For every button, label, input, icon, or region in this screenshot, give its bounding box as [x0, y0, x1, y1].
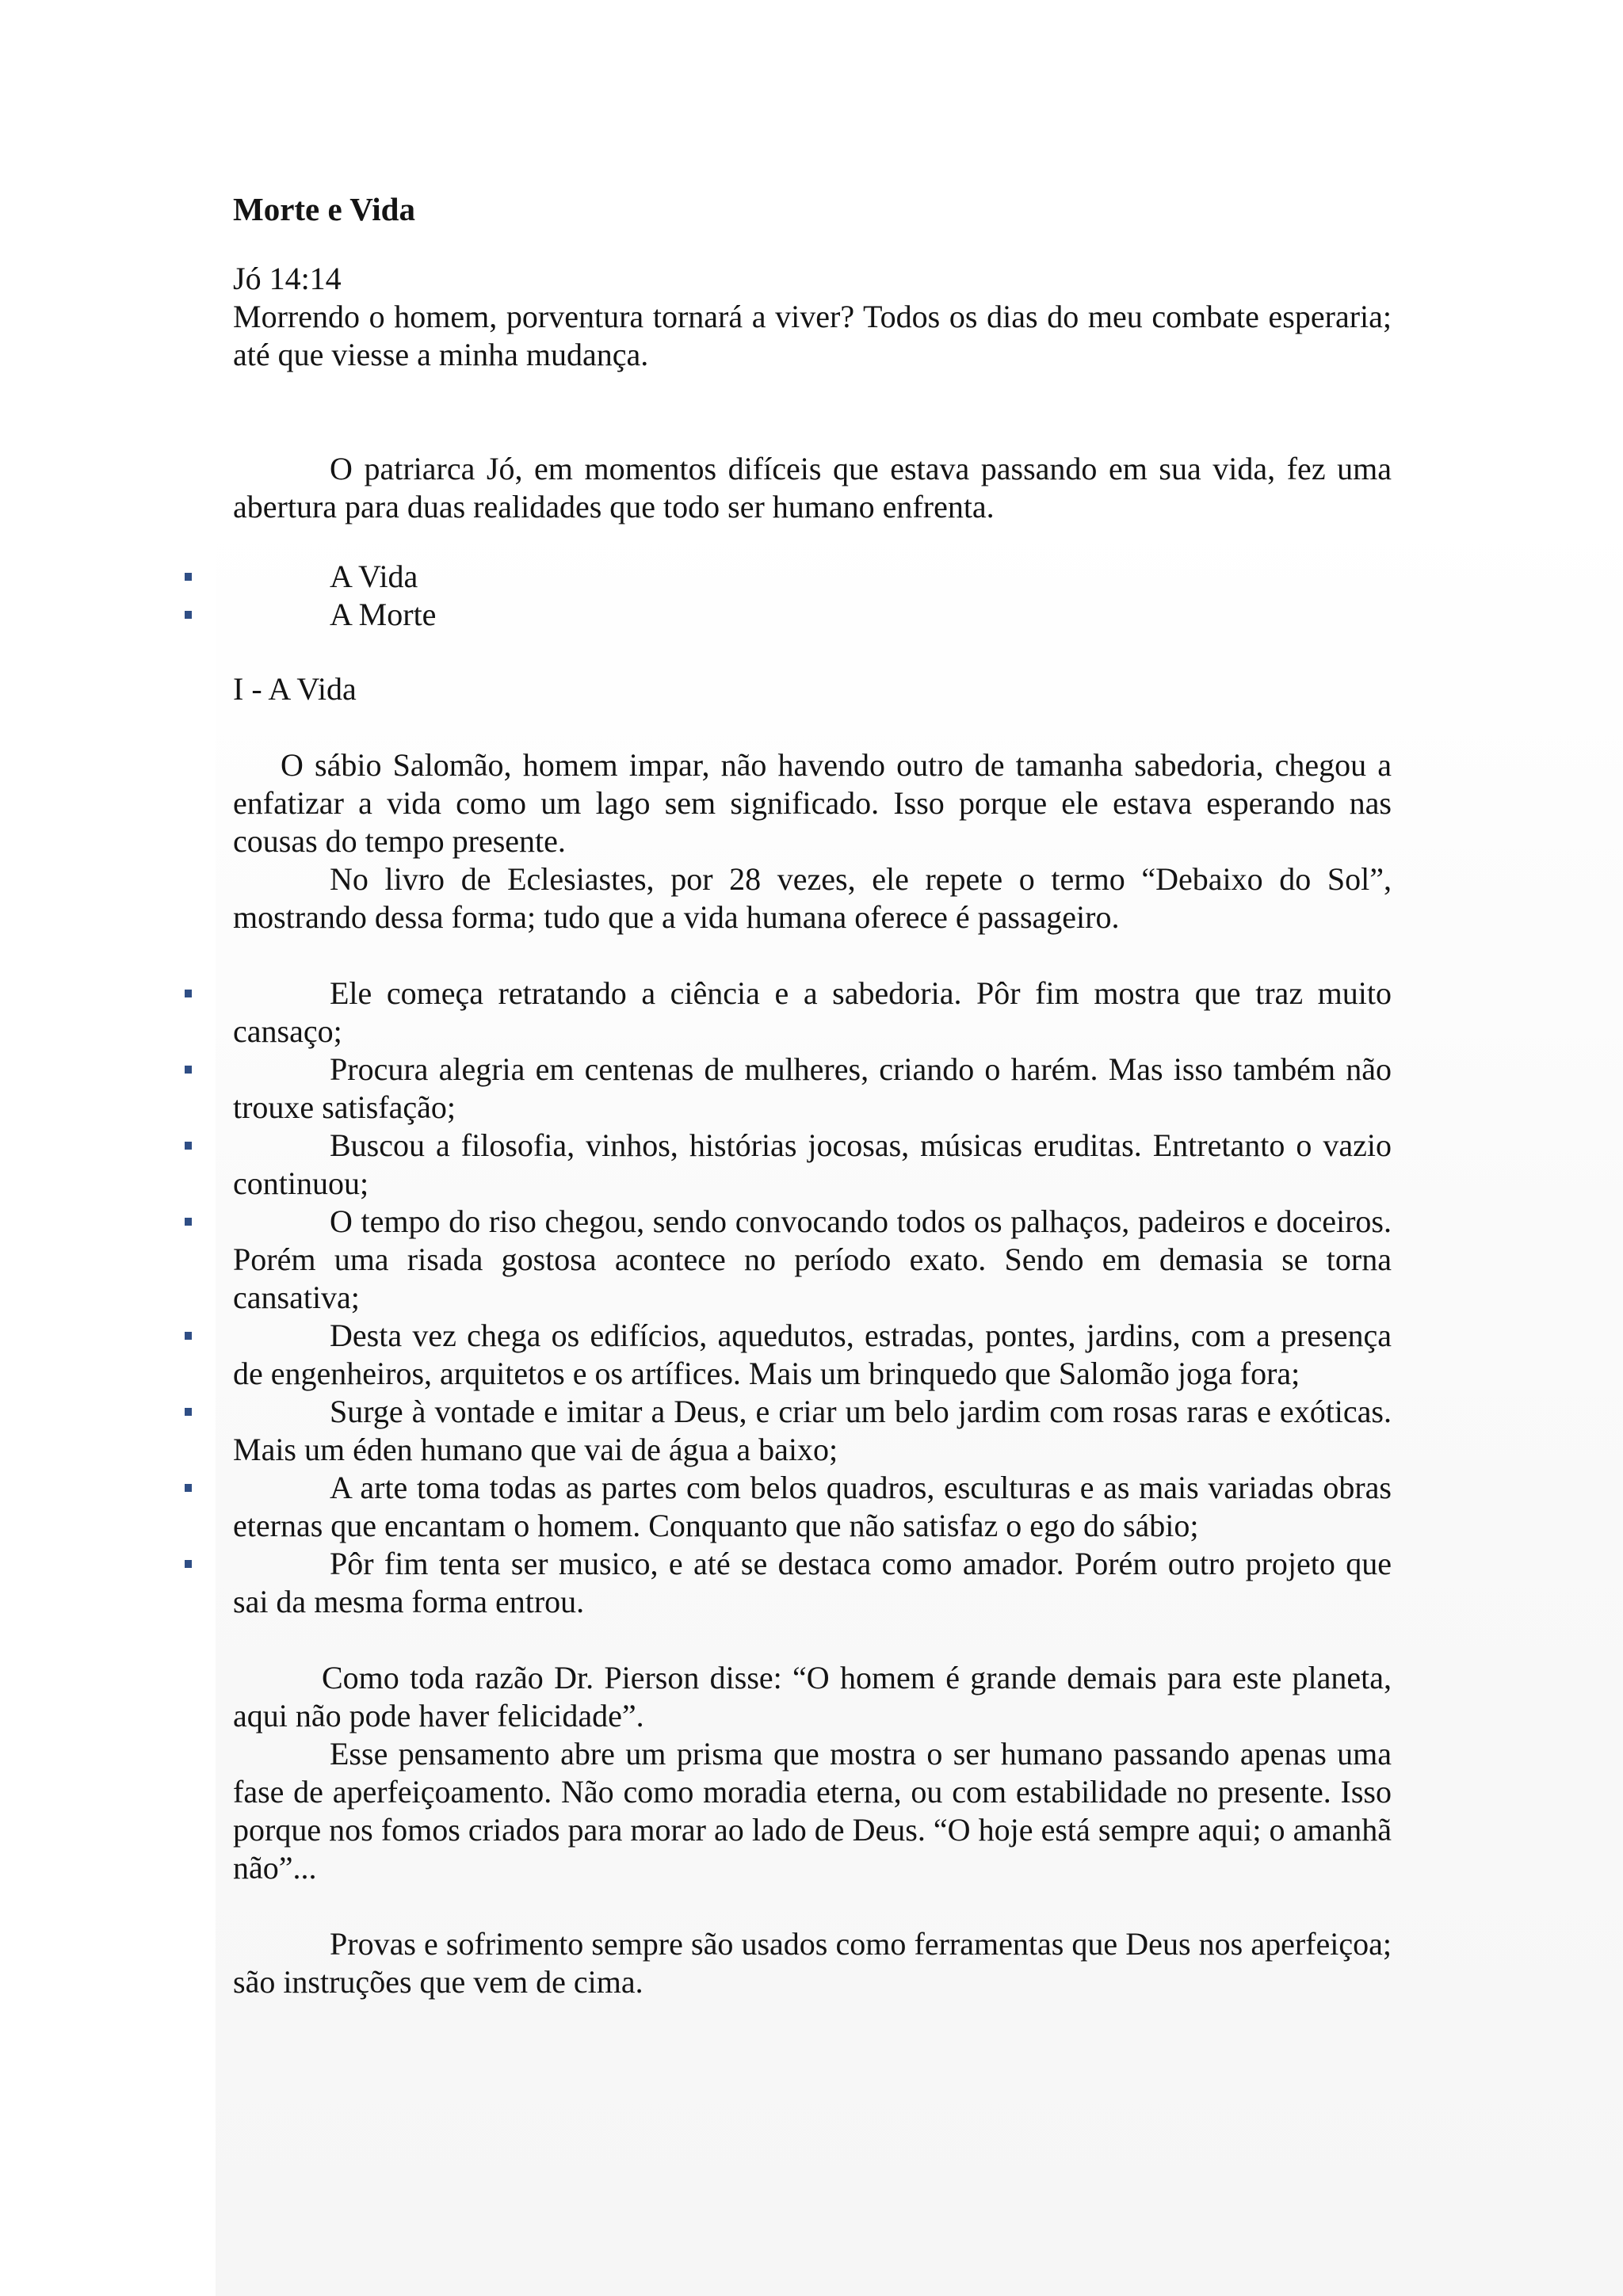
list-item: A arte toma todas as partes com belos quadros, esculturas e as mais variadas obras eternas que encantam o homem. Conquanto que não satisfaz o ego do sábio; [233, 1469, 1392, 1545]
body-paragraph: Provas e sofrimento sempre são usados como ferramentas que Deus nos aperfeiçoa; são instruções que vem de cima. [233, 1926, 1392, 2000]
spacer [233, 634, 1392, 670]
spacer [233, 374, 1392, 450]
list-item: O tempo do riso chegou, sendo convocando todos os palhaços, padeiros e doceiros. Porém uma risada gostosa acontece no período exato. Sendo em demasia se torna cansativa; [233, 1203, 1392, 1317]
intro-paragraph: O patriarca Jó, em momentos difíceis que estava passando em sua vida, fez uma abertura para duas realidades que todo ser humano enfrenta. [233, 451, 1392, 524]
list-item: Buscou a filosofia, vinhos, histórias jocosas, músicas eruditas. Entretanto o vazio continuou; [233, 1127, 1392, 1203]
bullet-icon [185, 1066, 192, 1074]
spacer [233, 936, 1392, 974]
spacer [233, 1621, 1392, 1659]
verse-text: Morrendo o homem, porventura tornará a viver? Todos os dias do meu combate esperaria; até que viesse a minha mudança. [233, 299, 1392, 372]
document-page [233, 190, 1392, 2001]
body-paragraph: No livro de Eclesiastes, por 28 vezes, ele repete o termo “Debaixo do Sol”, mostrando dessa forma; tudo que a vida humana oferece é passageiro. [233, 861, 1392, 935]
spacer [233, 708, 1392, 746]
bullet-icon [185, 990, 192, 997]
list-item: Desta vez chega os edifícios, aquedutos, estradas, pontes, jardins, com a presença de engenheiros, arquitetos e os artífices. Mais um brinquedo que Salomão joga fora; [233, 1317, 1392, 1393]
document-title: Morte e Vida [233, 191, 415, 227]
list-item: Ele começa retratando a ciência e a sabedoria. Pôr fim mostra que traz muito cansaço; [233, 974, 1392, 1051]
bullet-icon [185, 1408, 192, 1416]
bullet-icon [185, 1560, 192, 1568]
list-item: Procura alegria em centenas de mulheres, criando o harém. Mas isso também não trouxe satisfação; [233, 1051, 1392, 1127]
body-paragraph: Como toda razão Dr. Pierson disse: “O homem é grande demais para este planeta, aqui não pode haver felicidade”. [233, 1660, 1392, 1733]
body-paragraph: O sábio Salomão, homem impar, não havendo outro de tamanha sabedoria, chegou a enfatizar a vida como um lago sem significado. Isso porque ele estava esperando nas cousas do tempo presente. [233, 747, 1392, 859]
list-item: Surge à vontade e imitar a Deus, e criar um belo jardim com rosas raras e exóticas. Mais um éden humano que vai de água a baixo; [233, 1393, 1392, 1469]
spacer [233, 526, 1392, 558]
topic-item: A Vida [233, 558, 1392, 596]
bullet-icon [185, 1484, 192, 1492]
bullet-icon [185, 611, 192, 619]
list-item: Pôr fim tenta ser musico, e até se destaca como amador. Porém outro projeto que sai da mesma forma entrou. [233, 1545, 1392, 1621]
verse-reference: Jó 14:14 [233, 261, 342, 296]
bullet-icon [185, 573, 192, 581]
bullet-icon [185, 1218, 192, 1226]
section-heading: I - A Vida [233, 671, 357, 707]
bullet-icon [185, 1332, 192, 1340]
bullet-icon [185, 1142, 192, 1150]
topic-item: A Morte [233, 596, 1392, 634]
spacer [233, 1887, 1392, 1925]
body-paragraph: Esse pensamento abre um prisma que mostra o ser humano passando apenas uma fase de aperfeiçoamento. Não como moradia eterna, ou com estabilidade no presente. Isso porque nos fomos criados para morar ao lado de Deus. “O hoje está sempre aqui; o amanhã não”... [233, 1736, 1392, 1886]
